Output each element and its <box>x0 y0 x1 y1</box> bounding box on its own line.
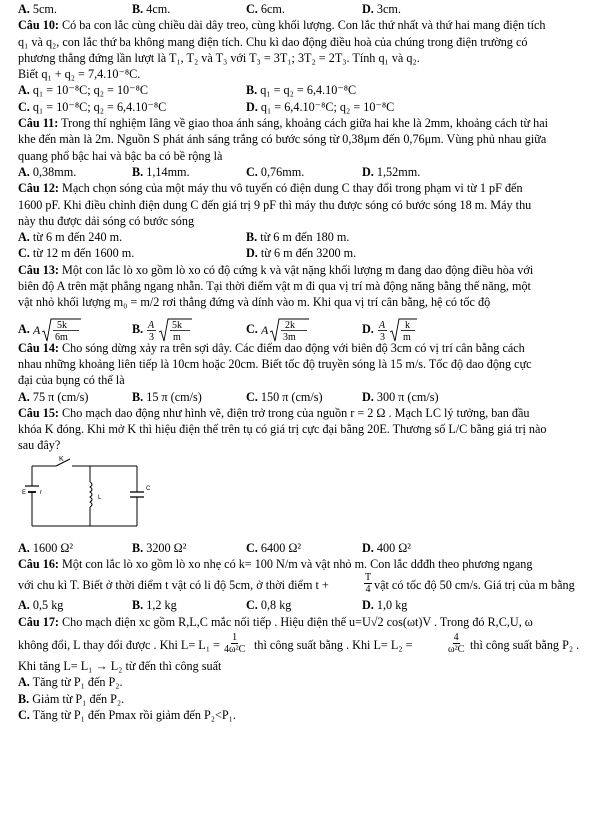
q15-option-b: B. 3200 Ω² <box>132 540 187 555</box>
inductor-coil <box>90 482 92 507</box>
q13-line-3: vật nhỏ khối lượng m₀ = m/2 rơi thẳng đứng và dính vào m. Khi qua vị trí cân bằng, hệ có tốc độ <box>18 295 491 310</box>
q17-fraction-l1-num: 1 <box>232 631 238 643</box>
q14-option-c: C. 150 π (cm/s) <box>246 389 323 404</box>
q17-line-3: Khi tăng L= L₁ → L₂ từ đến thì công suất <box>18 658 222 673</box>
q11-option-a: A. 0,38mm. <box>18 164 77 179</box>
q14-number: Câu 14: <box>18 340 59 355</box>
q11-option-d: D. 1,52mm. <box>362 164 421 179</box>
q16-fraction-num: T <box>365 572 372 584</box>
q13-option-d-label: D. <box>362 321 374 336</box>
q12-options-cd <box>18 245 586 261</box>
q17-fraction-l1-den: 4ω²C <box>224 643 246 655</box>
q17-text-2b: thì công suất bằng . Khi L= L₂ = <box>254 637 413 652</box>
q13-options <box>18 311 586 343</box>
q12-option-a: A. từ 6 m đến 240 m. <box>18 230 123 245</box>
q16-option-a: A. 0,5 kg <box>18 598 64 613</box>
q16-option-d: D. 1,0 kg <box>362 598 408 613</box>
q12-text-1: Mạch chọn sóng của một máy thu vô tuyến có điện dung C thay đổi trong phạm vi từ 1 pF đến <box>58 181 523 196</box>
q10-option-d: D. q₁ = 6,4.10⁻⁸C; q₂ = 10⁻⁸C <box>246 99 395 114</box>
q13-number: Câu 13: <box>18 262 59 277</box>
q16-text-2b: vật có tốc độ 50 cm/s. Giá trị của m bằng <box>374 578 575 593</box>
q14-line-3: đại của bụng có thể là <box>18 373 125 388</box>
q13-line-1 <box>18 262 586 278</box>
q10-option-c: C. q₁ = 10⁻⁸C; q₂ = 6,4.10⁻⁸C <box>18 99 167 114</box>
q16-fraction-t4 <box>364 572 372 595</box>
q17-line-2 <box>18 630 586 658</box>
q9-option-d: D. 3cm. <box>362 2 401 16</box>
svg-text:3m: 3m <box>282 331 296 343</box>
q14-line-2: nhau những khoảng liên tiếp là 10cm hoặc 20cm. Biết tốc độ truyền sóng là 15 m/s. Tốc độ dao động cực <box>18 356 532 371</box>
q14-options <box>18 389 586 405</box>
q14-text-1: Cho sóng dừng xảy ra trên sợi dây. Các điểm dao động với biên độ 3cm có vị trí cân bằng cách <box>58 340 525 355</box>
q11-text-1: Trong thí nghiệm Iâng về giao thoa ánh sáng, khoảng cách giữa hai khe là 2mm, khoảng cách từ hai <box>58 116 549 131</box>
q17-option-b: B. Giảm từ P₁ đến P₂. <box>18 691 125 706</box>
q17-number: Câu 17: <box>18 614 59 629</box>
q12-line-3: này thu được dải sóng có bước sóng <box>18 213 195 228</box>
q16-options <box>18 597 586 613</box>
svg-text:m: m <box>402 331 411 343</box>
q17-option-c-row <box>18 707 586 723</box>
q10-line-4: Biết q₁ + q₂ = 7,4.10⁻⁸C. <box>18 67 141 82</box>
q11-line-3: quang phổ bậc hai và bậc ba có bề rộng là <box>18 148 223 163</box>
q16-fraction-den: 4 <box>365 584 371 596</box>
q11-option-c: C. 0,76mm. <box>246 164 305 179</box>
q16-line-2 <box>18 572 586 597</box>
q15-line-1 <box>18 405 586 421</box>
q17-option-b-row <box>18 691 586 707</box>
q11-line-1 <box>18 115 586 131</box>
q12-number: Câu 12: <box>18 181 59 196</box>
label-l: L <box>98 494 102 501</box>
q13-option-c-label: C. <box>246 321 258 336</box>
svg-text:A: A <box>32 322 41 337</box>
q10-text-1: Có ba con lắc cùng chiều dài dây treo, cùng khối lượng. Con lắc thứ nhất và thứ hai mang điện tích <box>58 18 546 33</box>
q10-line-1 <box>18 17 586 33</box>
q17-text-2c: thì công suất bằng P₂ . <box>470 637 580 652</box>
q15-line-3: sau đây? <box>18 438 61 453</box>
q10-option-b: B. q₁ = q₂ = 6,4.10⁻⁸C <box>246 83 357 98</box>
q14-option-d: D. 300 π (cm/s) <box>362 389 439 404</box>
svg-text:k: k <box>404 319 410 331</box>
svg-text:3: 3 <box>379 331 385 343</box>
q13-line-2: biên độ A trên mặt phẳng ngang nhẵn. Tại thời điểm vật m đi qua vị trí mà động năng bằng thế năng, một <box>18 279 531 294</box>
q15-number: Câu 15: <box>18 405 59 420</box>
q17-fraction-l2 <box>448 632 464 655</box>
q13-text-1: Một con lắc lò xo gồm lò xo có độ cứng k và vật nặng khối lượng m đang dao động điều hòa với <box>58 262 534 277</box>
q15-option-a: A. 1600 Ω² <box>18 540 74 555</box>
q11-number: Câu 11: <box>18 116 59 131</box>
svg-text:6m: 6m <box>54 331 68 343</box>
q13-option-a-label: A. <box>18 321 30 336</box>
q11-options <box>18 164 586 180</box>
svg-text:A: A <box>148 319 155 331</box>
q12-line-2: 1600 pF. Khi điều chỉnh điện dung C đến giá trị 9 pF thì máy thu được sóng có bước sóng 18 m. Máy thu <box>18 197 532 212</box>
q10-options-cd <box>18 99 586 115</box>
q17-option-a-row <box>18 674 586 690</box>
q17-text-1: Cho mạch điện xc gồm R,L,C mắc nối tiếp . Hiệu điện thế u=U√2 cos(ωt)V . Trong đó R,C,U, ω <box>58 614 533 629</box>
q17-option-c: C. Tăng từ P₁ đến Pmax rồi giảm đến P₂<P₁. <box>18 707 236 722</box>
svg-text:A: A <box>260 322 269 337</box>
q15-option-c: C. 6400 Ω² <box>246 540 302 555</box>
q17-option-a: A. Tăng từ P₁ đến P₂. <box>18 675 123 690</box>
q13-option-b-label: B. <box>132 321 144 336</box>
q15-option-d: D. 400 Ω² <box>362 540 411 555</box>
q9-option-c: C. 6cm. <box>246 2 285 16</box>
q16-option-c: C. 0,8 kg <box>246 598 292 613</box>
q15-options <box>18 540 586 556</box>
svg-text:2k: 2k <box>284 319 295 331</box>
svg-text:m: m <box>173 331 182 343</box>
svg-text:5k: 5k <box>56 319 67 331</box>
q12-line-1 <box>18 180 586 196</box>
label-e: E <box>22 489 27 496</box>
lc-circuit-diagram <box>22 456 152 536</box>
q17-fraction-l2-den: ω²C <box>448 643 465 655</box>
q9-option-a: A. 5cm. <box>18 2 57 16</box>
q15-text-1: Cho mạch dao động như hình vẽ, điện trở trong của nguồn r = 2 Ω . Mạch LC lý tưởng, ban đầu <box>58 405 530 420</box>
q10-option-a: A. q₁ = 10⁻⁸C; q₂ = 10⁻⁸C <box>18 83 148 98</box>
q16-line-1 <box>18 556 586 572</box>
q10-line-2: q₁ và q₂, con lắc thứ ba không mang điện tích. Chu kì dao động điều hoà của chúng trong điện trường có <box>18 34 528 49</box>
q16-number: Câu 16: <box>18 557 59 572</box>
q11-option-b: B. 1,14mm. <box>132 164 190 179</box>
q14-line-1 <box>18 340 586 356</box>
q16-option-b: B. 1,2 kg <box>132 598 177 613</box>
q17-line-1 <box>18 614 586 630</box>
q15-circuit-figure <box>18 454 586 540</box>
q14-option-a: A. 75 π (cm/s) <box>18 389 89 404</box>
label-k: K <box>59 455 64 463</box>
q17-fraction-l2-num: 4 <box>453 631 459 643</box>
q11-line-2: khe đến màn là 2m. Nguồn S phát ánh sáng trắng có bước sóng từ 0,38μm đến 0,76μm. Vùng phủ nhau giữa <box>18 132 547 147</box>
q10-options-ab <box>18 82 586 98</box>
q16-text-1: Một con lắc lò xo gồm lò xo nhẹ có k= 100 N/m và vật nhỏ m. Con lắc dđđh theo phương ngang <box>58 557 533 572</box>
q10-line-3: phương thẳng đứng lần lượt là T₁, T₂ và T₃ với T₃ = 3T₁; 3T₂ = 2T₃. Tính q₁ và q₂. <box>18 50 420 65</box>
q9-options <box>18 1 586 17</box>
q14-option-b: B. 15 π (cm/s) <box>132 389 202 404</box>
q12-option-d: D. từ 6 m đến 3200 m. <box>246 246 357 261</box>
q9-option-b: B. 4cm. <box>132 2 171 16</box>
q12-options-ab <box>18 229 586 245</box>
q12-option-c: C. từ 12 m đến 1600 m. <box>18 246 135 261</box>
label-c: C <box>146 485 151 492</box>
q15-line-2: khóa K đóng. Khi mở K thì hiệu điện thế trên tụ có giá trị cực đại bằng 20E. Thương số L/C bằng giá trị nào <box>18 422 547 437</box>
q16-text-2a: với chu kì T. Biết ở thời điểm t vật có li độ 5cm, ở thời điểm t + <box>18 578 329 593</box>
svg-text:3: 3 <box>149 331 155 343</box>
q17-fraction-l1 <box>224 632 245 655</box>
q10-number: Câu 10: <box>18 18 59 33</box>
label-r: r <box>40 489 42 496</box>
q17-text-2a: không đổi, L thay đổi được . Khi L= L₁ = <box>18 637 220 652</box>
svg-text:A: A <box>378 319 386 331</box>
q12-option-b: B. từ 6 m đến 180 m. <box>246 230 350 245</box>
svg-text:5k: 5k <box>172 319 183 331</box>
